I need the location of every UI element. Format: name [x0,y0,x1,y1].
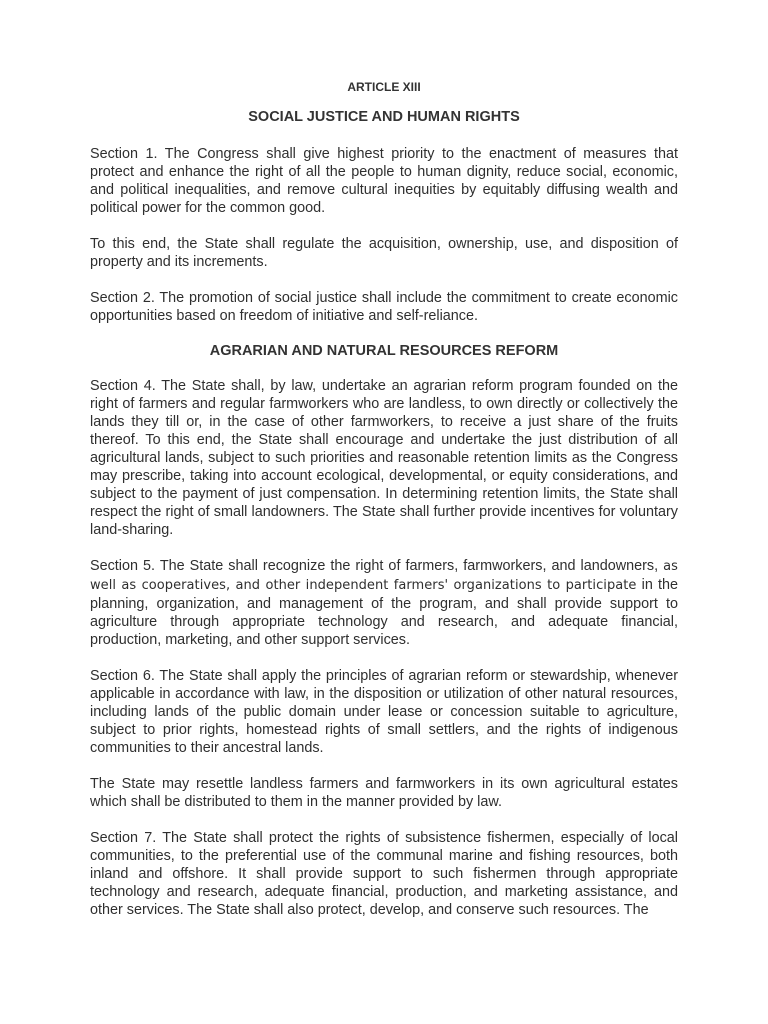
heading-agrarian-reform: AGRARIAN AND NATURAL RESOURCES REFORM [209,343,559,359]
section-7-paragraph: Section 7. The State shall protect the rights of subsistence fishermen, especially of local communities, to the preferential use of the communal marine and fishing resources, both inland and offshore. It shall provide support to such fishermen through appropriate technology and research, adequate financial, production, and marketing assistance, and other services. The State shall also protect, develop, and conserve such resources. The [90,830,678,918]
document-page [90,80,678,919]
article-title: ARTICLE XIII [347,80,421,94]
section-5-text-part1: Section 5. The State shall recognize the right of farmers, farmworkers, and landowners, [90,558,664,574]
section-6-paragraph: Section 6. The State shall apply the principles of agrarian reform or stewardship, whenever applicable in accordance with law, in the disposition or utilization of other natural resources, including lands of the public domain under lease or concession suitable to agriculture, subject to prior rights, homestead rights of small settlers, and the rights of indigenous communities to their ancestral lands. [90,668,678,756]
section-5-paragraph [90,557,678,649]
section-6-continuation-paragraph: The State may resettle landless farmers and farmworkers in its own agricultural estates which shall be distributed to them in the manner provided by law. [90,776,678,810]
heading-social-justice: SOCIAL JUSTICE AND HUMAN RIGHTS [248,109,520,125]
section-1-paragraph: Section 1. The Congress shall give highest priority to the enactment of measures that protect and enhance the right of all the people to human dignity, reduce social, economic, and political inequalities, and remove cultural inequities by equitably diffusing wealth and political power for the common good. [90,146,678,216]
section-5-text-part3: in the planning, organization, and management of the program, and shall provide support to agriculture through appropriate technology and research, and adequate financial, production, marketing, and other support services. [90,577,678,648]
section-2-paragraph: Section 2. The promotion of social justice shall include the commitment to create economic opportunities based on freedom of initiative and self-reliance. [90,290,678,324]
section-4-paragraph: Section 4. The State shall, by law, undertake an agrarian reform program founded on the right of farmers and regular farmworkers who are landless, to own directly or collectively the lands they till or, in the case of other farmworkers, to receive a just share of the fruits thereof. To this end, the State shall encourage and undertake the just distribution of all agricultural lands, subject to such priorities and reasonable retention limits as the Congress may prescribe, taking into account ecological, developmental, or equity considerations, and subject to the payment of just compensation. In determining retention limits, the State shall respect the right of small landowners. The State shall further provide incentives for voluntary land-sharing. [90,378,678,538]
section-1-continuation-paragraph: To this end, the State shall regulate the acquisition, ownership, use, and disposition of property and its increments. [90,236,678,270]
section-5-text-part2: as well as cooperatives, and other independent farmers' organizations to participate [90,559,678,593]
